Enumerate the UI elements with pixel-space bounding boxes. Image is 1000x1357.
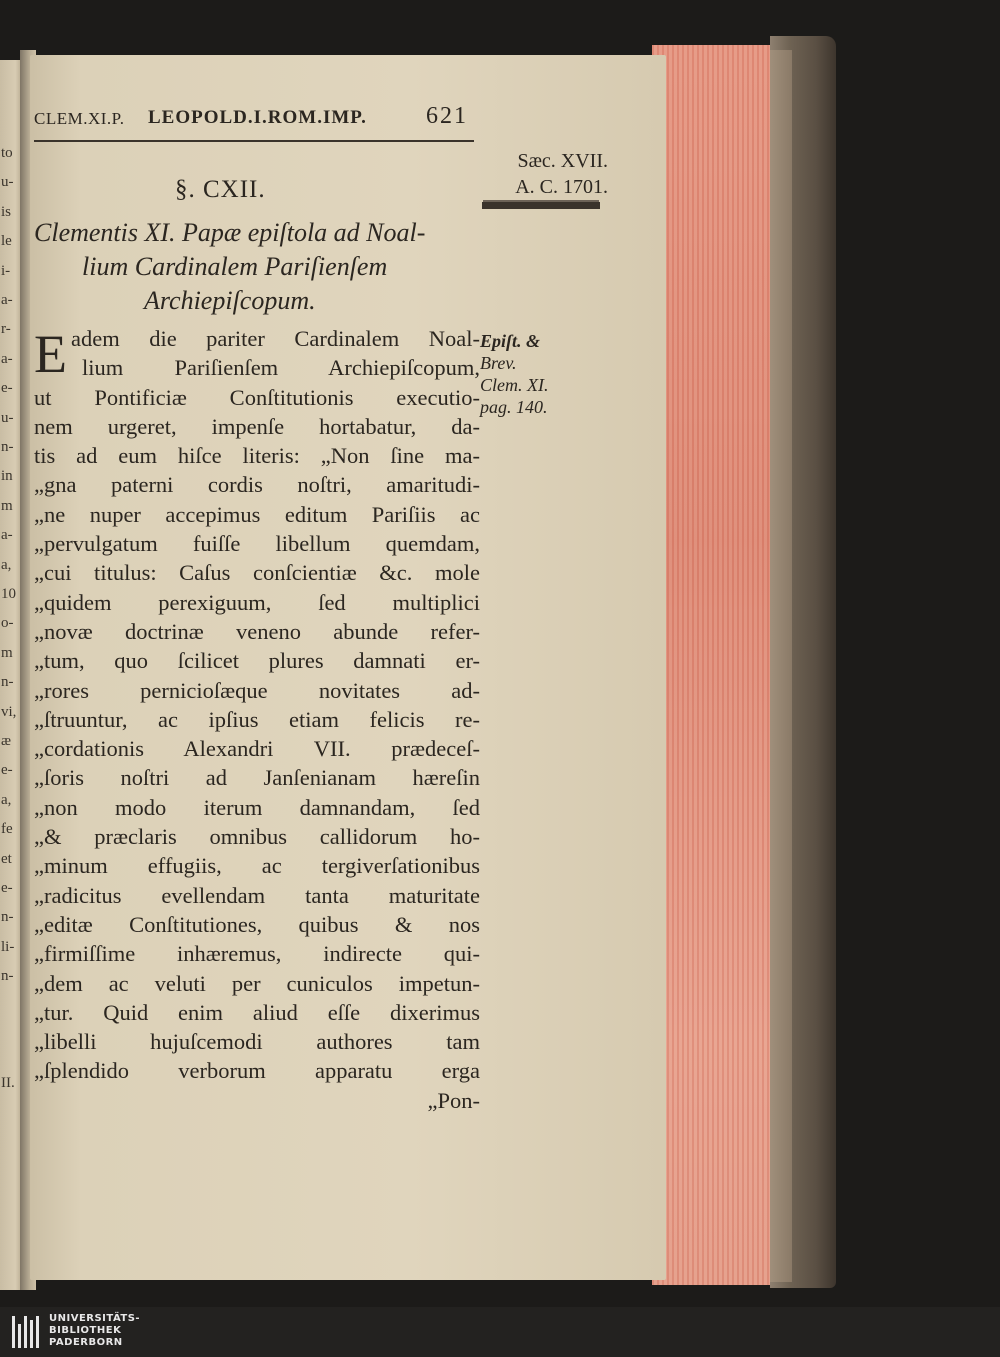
left-page-fragment: a- [1, 527, 13, 544]
margin-note-line: Brev. [480, 353, 517, 373]
left-page-fragment: n- [1, 909, 14, 926]
left-page-fragment: II. [1, 1075, 15, 1091]
left-page-fragment: in [1, 468, 13, 485]
margin-year: A. C. 1701. [515, 176, 608, 198]
section-number: §. CXII. [175, 176, 266, 203]
left-page-fragment: n- [1, 439, 14, 455]
body-line: „& præclaris omnibus callidorum ho- [34, 824, 480, 850]
left-page-fragment: e- [1, 762, 13, 779]
left-page-fragment: æ [1, 733, 12, 749]
left-page-fragment: vi, [1, 703, 17, 720]
body-line: tis ad eum hiſce literis: „Non ſine ma- [34, 443, 480, 469]
body-line: „quidem perexiguum, ſed multiplici [34, 589, 480, 615]
margin-date [478, 148, 608, 200]
logo-line: UNIVERSITÄTS- [49, 1313, 141, 1324]
body-line: „minum effugiis, ac tergiverſationibus [34, 853, 480, 879]
body-line: nem urgeret, impenſe hortabatur, da- [34, 413, 480, 439]
title-line: Archiepiſcopum. [144, 286, 316, 315]
left-page-fragment: r- [1, 321, 11, 338]
left-page-fragment: o- [1, 615, 14, 632]
margin-note-line: Clem. XI. [480, 375, 549, 395]
body-line: „pervulgatum fuiſſe libellum quemdam, [34, 531, 480, 557]
body-line: „ſplendido verborum apparatu erga [34, 1058, 480, 1084]
running-head-center: LEOPOLD.I.ROM.IMP. [148, 107, 367, 128]
left-page-fragment: to [1, 145, 13, 161]
body-line: „cordationis Alexandri VII. prædeceſ- [34, 736, 480, 762]
library-logo-text [49, 1313, 140, 1349]
body-text [34, 324, 480, 1115]
left-page-fragment: u- [1, 409, 14, 426]
left-page-fragment: is [1, 203, 12, 220]
body-line: „editæ Conſtitutiones, quibus & nos [34, 911, 480, 937]
left-page-fragment: n- [1, 674, 14, 691]
left-page-fragment: e- [1, 880, 13, 896]
left-page-fragment: a- [1, 292, 13, 308]
left-page [0, 60, 22, 1290]
left-page-fragment: u- [1, 174, 14, 191]
left-page-fragment: fe [1, 821, 13, 838]
left-page-fragment: n- [1, 968, 14, 985]
body-line: „Pon- [427, 1087, 480, 1113]
margin-ornament-bar [482, 202, 600, 209]
left-page-fragment: e- [1, 380, 13, 397]
left-page-fragment: i- [1, 262, 11, 279]
book-cover-edge [770, 50, 792, 1282]
section-title [34, 216, 479, 318]
left-page-fragment: a, [1, 556, 12, 573]
margin-note [480, 330, 590, 418]
body-line: „tur. Quid enim aliud eſſe dixerimus [34, 999, 480, 1025]
running-head-left: CLEM.XI.P. [34, 109, 125, 128]
logo-line: BIBLIOTHEK [49, 1325, 122, 1336]
logo-line: PADERBORN [49, 1337, 123, 1348]
title-line: Clementis XI. Papæ epiſtola ad Noal- [34, 218, 426, 247]
left-page-fragment: m [1, 644, 13, 661]
library-logo-icon [12, 1316, 42, 1348]
body-line: „ſtruuntur, ac ipſius etiam felicis re- [34, 706, 480, 732]
body-line: „ſoris noſtri ad Janſenianam hæreſin [34, 765, 480, 791]
body-line: lium Pariſienſem Archiepiſcopum, [82, 355, 480, 381]
margin-century: Sæc. XVII. [517, 150, 608, 172]
body-line: „non modo iterum damnandam, ſed [34, 794, 480, 820]
left-page-fragment: et [1, 850, 12, 867]
left-page-fragment: li- [1, 938, 15, 955]
left-page-fragment: 10 [1, 586, 16, 602]
body-line: ut Pontificiæ Conſtitutionis executio- [34, 384, 480, 410]
body-line: „firmiſſime inhæremus, indirecte qui- [34, 941, 480, 967]
left-page-fragment: a- [1, 350, 13, 367]
body-line: „tum, quo ſcilicet plures damnati er- [34, 648, 480, 674]
body-line: „libelli hujuſcemodi authores tam [34, 1029, 480, 1055]
left-page-fragment: a, [1, 791, 12, 808]
page-number: 621 [426, 103, 468, 129]
body-line: „rores pernicioſæque novitates ad- [34, 677, 480, 703]
body-line: adem die pariter Cardinalem Noal- [71, 326, 480, 351]
title-line: lium Cardinalem Pariſienſem [82, 252, 388, 281]
body-line: „novæ doctrinæ veneno abunde refer- [34, 618, 480, 644]
left-page-fragment: m [1, 497, 13, 514]
header-rule [34, 140, 474, 142]
body-line: „gna paterni cordis noſtri, amaritudi- [34, 472, 480, 498]
body-line: „dem ac veluti per cuniculos impetun- [34, 970, 480, 996]
margin-note-line: Epiſt. & [480, 331, 541, 351]
running-head [34, 105, 474, 135]
body-line: „ne nuper accepimus editum Pariſiis ac [34, 501, 480, 527]
page-fore-edge [652, 45, 782, 1285]
margin-note-line: pag. 140. [480, 397, 548, 417]
body-line: „cui titulus: Caſus conſcientiæ &c. mole [34, 560, 480, 586]
left-page-text-fragments [0, 60, 22, 1290]
left-page-fragment: le [1, 233, 12, 250]
library-footer [0, 1307, 1000, 1357]
drop-cap: E [34, 324, 67, 384]
body-line: „radicitus evellendam tanta maturitate [34, 882, 480, 908]
